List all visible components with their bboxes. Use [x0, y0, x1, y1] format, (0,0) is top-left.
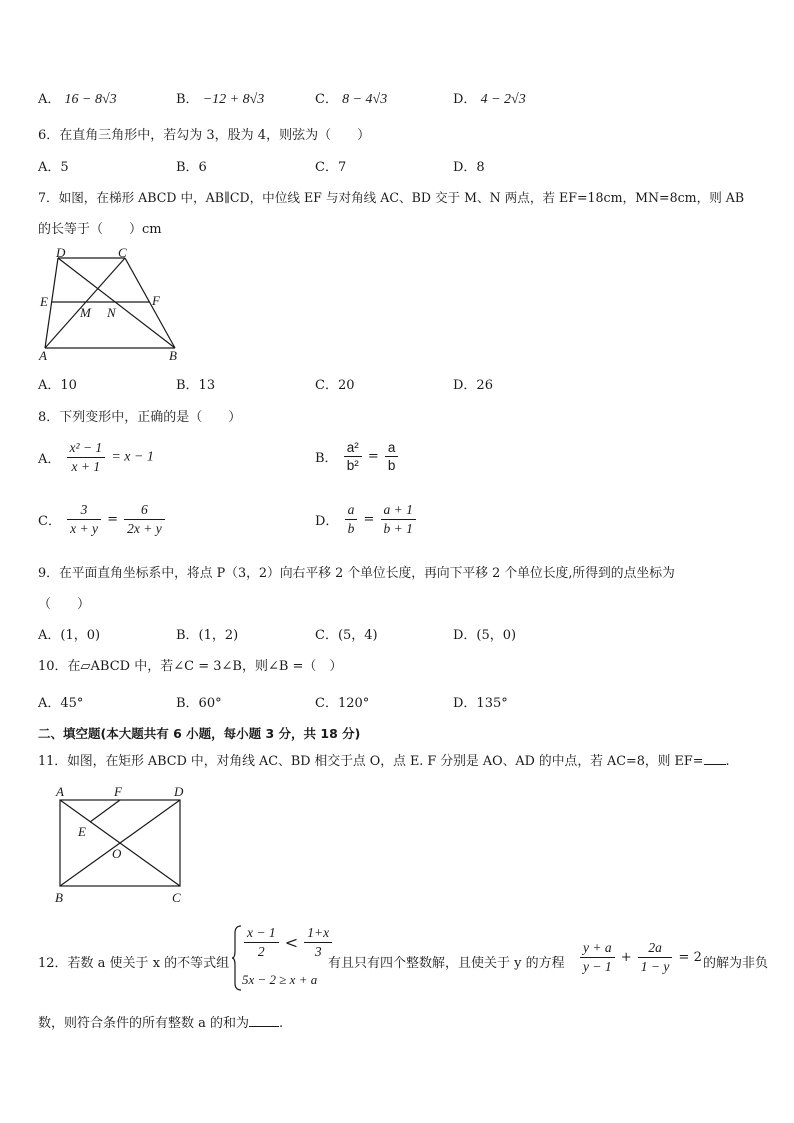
q9-option-b: B．(1，2) — [176, 628, 239, 643]
q10-stem: 10．在▱ABCD 中，若∠C = 3∠B，则∠B =（ ） — [38, 659, 343, 674]
q6-stem: 6．在直角三角形中，若勾为 3，股为 4，则弦为（ ） — [38, 128, 371, 143]
q6-option-c: C．7 — [315, 160, 347, 175]
q7-option-b: B．13 — [176, 378, 216, 393]
q12-equation: $\frac{y + a}{y - 1}$ + $\frac{2a}{1 - y}$ = 2 — [578, 940, 702, 975]
q9-option-c: C．(5，4) — [315, 628, 378, 643]
q10-option-b: B．60° — [176, 696, 222, 711]
q10-option-c: C．120° — [315, 696, 370, 711]
q6-option-b: B．6 — [176, 160, 207, 175]
q6-option-a: A．5 — [38, 160, 69, 175]
q5-option-b: B． −12 + 8√3 — [176, 92, 265, 107]
q5-option-c: C． 8 − 4√3 — [315, 92, 388, 107]
q8-option-d: D． $\frac{a}{b}$ = $\frac{a + 1}{b + 1}$ — [315, 502, 418, 537]
q7-label-n: N — [107, 305, 116, 320]
q9-option-d: D．(5，0) — [453, 628, 517, 643]
q11-label-o: O — [112, 846, 122, 861]
q11-label-f: F — [114, 784, 122, 799]
q10-option-d: D．135° — [453, 696, 508, 711]
q11-label-b: B — [55, 890, 63, 905]
q11-label-a: A — [56, 784, 64, 799]
q7-stem-line1: 7．如图，在梯形 ABCD 中，AB∥CD，中位线 EF 与对角线 AC、BD 交于 M、N 两点，若 EF=18cm，MN=8cm，则 AB — [38, 190, 745, 205]
q12-inequality-2: 5x − 2 ≥ x + a — [242, 972, 318, 987]
q7-label-m: M — [80, 305, 91, 320]
q6-option-d: D．8 — [453, 160, 485, 175]
q11-stem: 11．如图，在矩形 ABCD 中，对角线 AC、BD 相交于点 O，点 E. F 分别是 AO、AD 的中点，若 AC=8，则 EF= . — [38, 754, 730, 769]
q7-option-c: C．20 — [315, 378, 355, 393]
q7-option-d: D．26 — [453, 378, 493, 393]
q8-stem: 8．下列变形中，正确的是（ ） — [38, 410, 242, 425]
q8-option-b: B． $\frac{\text{a²}}{\text{b²}}$ = $\frac{a}{b}$ — [315, 440, 400, 473]
q8-option-a: A． $\frac{\text{x² − 1}}{x + 1}$ = x − 1 — [38, 440, 154, 474]
q12-inequality-1: $\frac{x - 1}{2}$ < $\frac{1+x}{3}$ — [242, 925, 334, 960]
q7-label-a: A — [39, 348, 47, 363]
q10-option-a: A．45° — [38, 696, 84, 711]
q11-answer-blank — [704, 754, 726, 765]
q7-label-c: C — [118, 245, 127, 260]
q7-option-a: A．10 — [38, 378, 77, 393]
q7-label-e: E — [40, 294, 48, 309]
q12-prefix: 12．若数 a 使关于 x 的不等式组 — [38, 956, 230, 971]
q12-middle-text: 有且只有四个整数解，且使关于 y 的方程 — [328, 956, 565, 971]
q7-stem-line2: 的长等于（ ）cm — [38, 222, 162, 237]
q12-brace-icon — [232, 925, 242, 991]
q12-line2: 数，则符合条件的所有整数 a 的和为 . — [38, 1016, 284, 1031]
q5-option-d: D． 4 − 2√3 — [453, 92, 526, 107]
q11-label-e: E — [78, 824, 86, 839]
q11-label-c: C — [172, 890, 181, 905]
q7-trapezoid-figure — [30, 244, 200, 366]
q12-suffix: 的解为非负 — [703, 956, 769, 971]
q9-stem-line1: 9．在平面直角坐标系中，将点 P（3，2）向右平移 2 个单位长度，再向下平移 2 个单位长度,所得到的点坐标为 — [38, 566, 675, 581]
q9-option-a: A．(1，0) — [38, 628, 101, 643]
q7-label-b: B — [169, 348, 177, 363]
q12-answer-blank — [249, 1016, 279, 1027]
q5-option-a: A． 16 − 8√3 — [38, 92, 117, 107]
q8-option-c: C． $\frac{3}{x + y}$ = $\frac{6}{2x + y}$ — [38, 502, 167, 537]
q11-rectangle-figure — [48, 782, 198, 906]
section-2-title: 二、填空题(本大题共有 6 小题，每小题 3 分，共 18 分) — [38, 726, 361, 741]
q9-stem-line2: （ ） — [38, 597, 91, 612]
q7-label-d: D — [56, 245, 66, 260]
q7-label-f: F — [152, 293, 160, 308]
q11-label-d: D — [174, 784, 184, 799]
